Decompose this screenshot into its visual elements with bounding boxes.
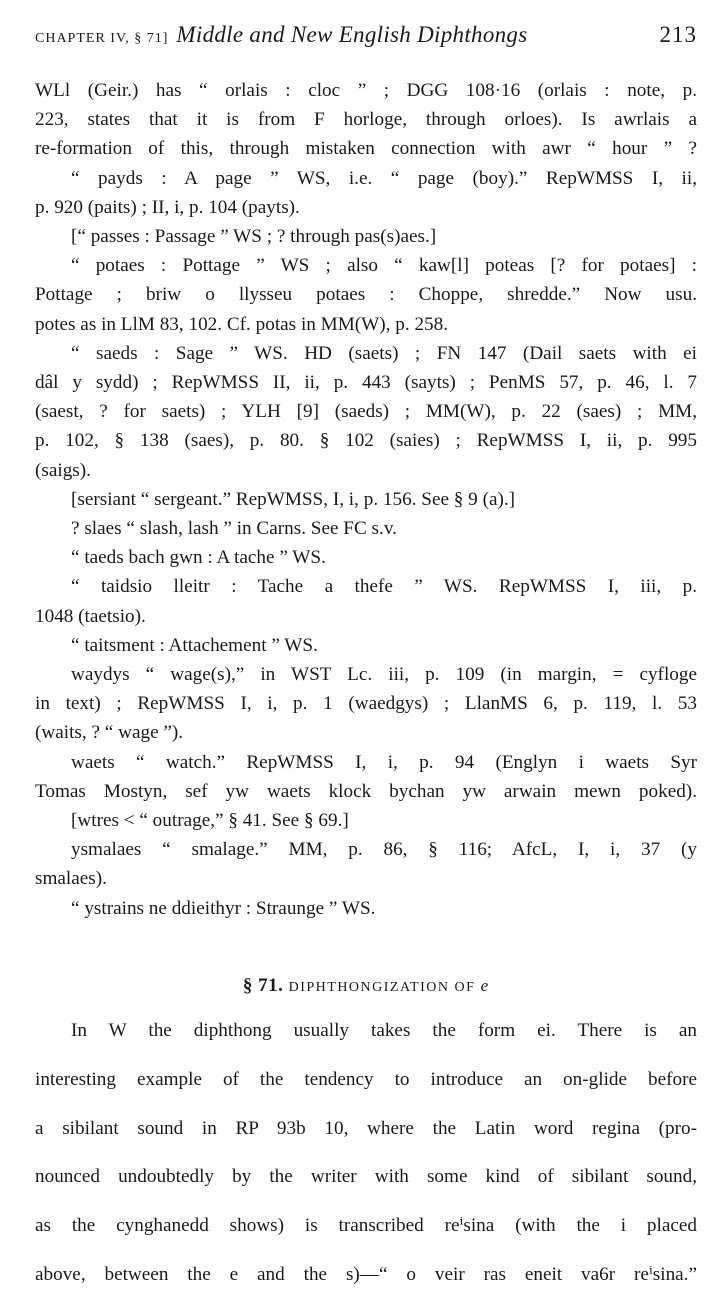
text-line: above, between the e and the s)—“ o veir ras eneit va6r reⁱsina.” bbox=[35, 1263, 697, 1285]
text-line: Pottage ; briw o llysseu potaes : Choppe, shredde.” Now usu. bbox=[35, 284, 697, 306]
text-line: nounced undoubtedly by the writer with some kind of sibilant sound, bbox=[35, 1166, 697, 1188]
text-line: In W the diphthong usually takes the form ei. There is an bbox=[71, 1020, 697, 1042]
text-line: potes as in LlM 83, 102. Cf. potas in MM(W), p. 258. bbox=[35, 313, 449, 335]
text-line: re-formation of this, through mistaken connection with awr “ hour ” ? bbox=[35, 138, 697, 160]
section-number: § 71. bbox=[242, 974, 284, 996]
section-letter: e bbox=[480, 975, 490, 995]
text-line: p. 920 (paits) ; II, i, p. 104 (payts). bbox=[35, 196, 300, 218]
text-line: in text) ; RepWMSS I, i, p. 1 (waedgys) ; LlanMS 6, p. 119, l. 53 bbox=[35, 693, 697, 715]
page-number: 213 bbox=[659, 22, 697, 47]
text-line: (waits, ? “ wage ”). bbox=[35, 722, 184, 744]
text-line: smalaes). bbox=[35, 868, 107, 890]
text-line: “ taidsio lleitr : Tache a thefe ” WS. RepWMSS I, iii, p. bbox=[71, 576, 697, 598]
text-line: Tomas Mostyn, sef yw waets klock bychan yw arwain mewn poked). bbox=[35, 780, 697, 802]
text-line: dâl y sydd) ; RepWMSS II, ii, p. 443 (sayts) ; PenMS 57, p. 46, l. 7 bbox=[35, 372, 697, 394]
text-line: interesting example of the tendency to introduce an on-glide before bbox=[35, 1068, 697, 1090]
text-line: p. 102, § 138 (saes), p. 80. § 102 (saies) ; RepWMSS I, ii, p. 995 bbox=[35, 430, 697, 452]
text-line: [wtres < “ outrage,” § 41. See § 69.] bbox=[71, 810, 349, 832]
text-line: “ ystrains ne ddieithyr : Straunge ” WS. bbox=[71, 897, 376, 919]
text-line: “ potaes : Pottage ” WS ; also “ kaw[l] poteas [? for potaes] : bbox=[71, 255, 697, 277]
text-line: as the cynghanedd shows) is transcribed reⁱsina (with the i placed bbox=[35, 1215, 697, 1237]
text-line: [“ passes : Passage ” WS ; ? through pas(s)aes.] bbox=[71, 226, 437, 248]
header-left bbox=[35, 22, 527, 48]
section-heading bbox=[35, 975, 697, 997]
text-line: “ taitsment : Attachement ” WS. bbox=[71, 634, 318, 656]
text-line: WLl (Geir.) has “ orlais : cloc ” ; DGG 108·16 (orlais : note, p. bbox=[35, 80, 697, 101]
text-line: ysmalaes “ smalage.” MM, p. 86, § 116; AfcL, I, i, 37 (y bbox=[71, 839, 697, 861]
entries-block bbox=[35, 76, 697, 923]
text-line: 223, states that it is from F horloge, through orloes). Is awrlais a bbox=[35, 109, 697, 131]
text-line: waydys “ wage(s),” in WST Lc. iii, p. 109 (in margin, = cyfloge bbox=[71, 664, 697, 686]
text-line: “ saeds : Sage ” WS. HD (saets) ; FN 147 (Dail saets with ei bbox=[71, 342, 697, 364]
text-line: (saigs). bbox=[35, 459, 91, 481]
text-line: [sersiant “ sergeant.” RepWMSS, I, i, p. 156. See § 9 (a).] bbox=[71, 488, 516, 510]
chapter-reference: CHAPTER IV, § 71] bbox=[35, 31, 169, 46]
text-line: “ taeds bach gwn : A tache ” WS. bbox=[71, 547, 326, 569]
text-line: 1048 (taetsio). bbox=[35, 605, 146, 627]
text-line: (saest, ? for saets) ; YLH [9] (saeds) ; MM(W), p. 22 (saes) ; MM, bbox=[35, 401, 697, 423]
text-line: a sibilant sound in RP 93b 10, where the Latin word regina (pro- bbox=[35, 1117, 697, 1139]
text-line: ? slaes “ slash, lash ” in Carns. See FC s.v. bbox=[71, 518, 397, 540]
section-paragraph bbox=[35, 1016, 697, 1290]
text-line: “ payds : A page ” WS, i.e. “ page (boy).” RepWMSS I, ii, bbox=[71, 167, 697, 189]
section-title: DIPHTHONGIZATION OF bbox=[288, 979, 476, 995]
text-line: waets “ watch.” RepWMSS I, i, p. 94 (Englyn i waets Syr bbox=[71, 751, 697, 773]
running-title: Middle and New English Diphthongs bbox=[176, 22, 528, 47]
running-header bbox=[35, 0, 697, 56]
